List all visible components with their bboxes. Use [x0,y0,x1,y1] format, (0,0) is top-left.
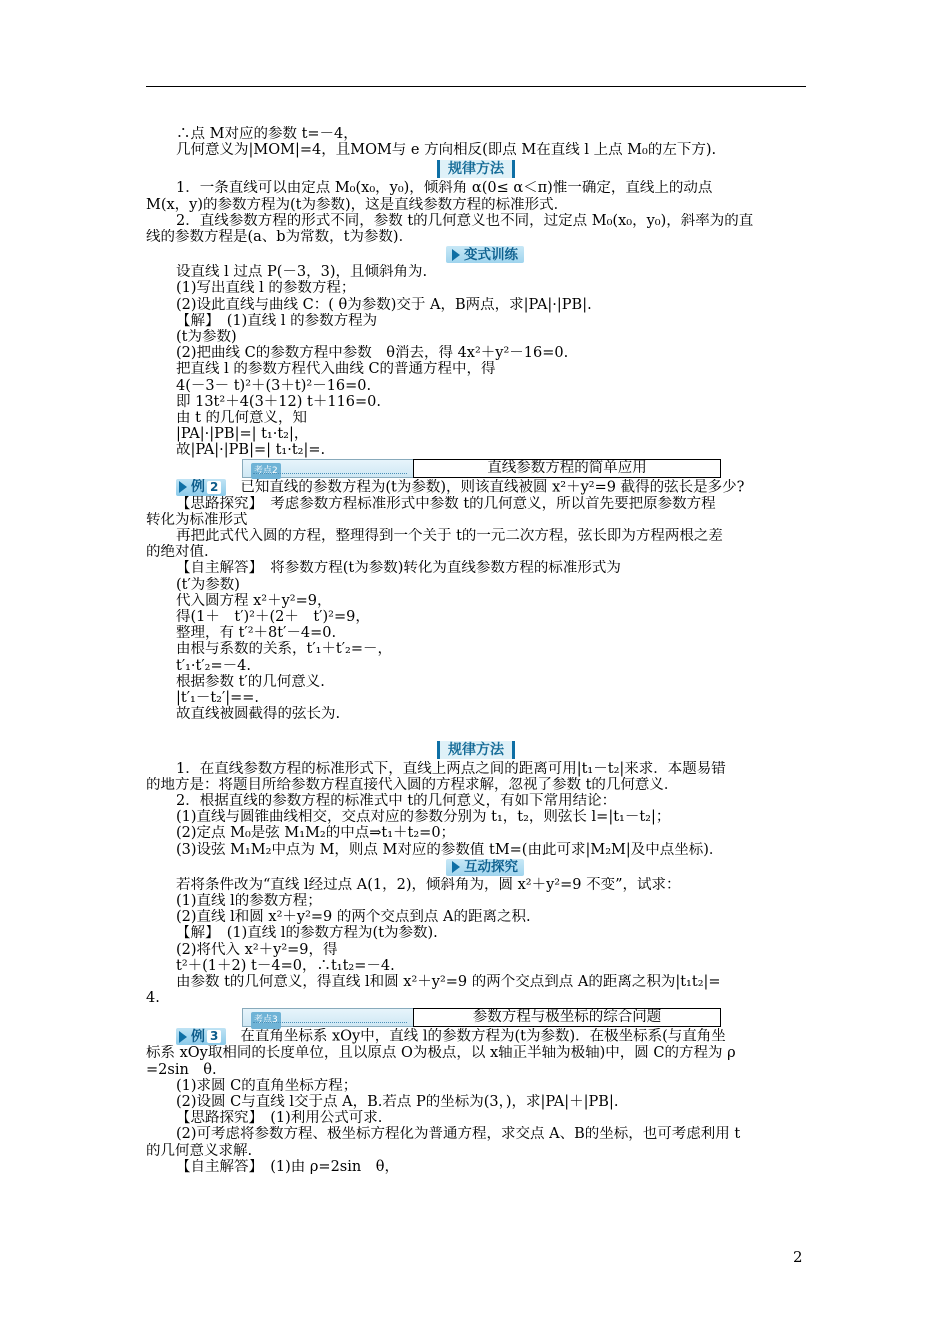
section-header-3 [242,1008,806,1027]
text-line: (1)写出直线 l 的参数方程； [176,280,356,297]
text-line: =2sin θ. [146,1061,217,1078]
text-line: 代入圆方程 x²＋y²=9， [176,592,332,609]
text-line: 整理，有 t′²＋8t′－4=0. [176,625,337,642]
text-line: 若将条件改为“直线 l经过点 A(1，2)，倾斜角为，圆 x²＋y²=9 不变”，试求： [176,876,681,893]
variant-tag [146,245,806,264]
text-line: 的几何意义求解. [146,1142,253,1159]
text-line: (2)把曲线 C的参数方程中参数 θ消去，得 4x²＋y²－16=0. [176,345,569,362]
rules-banner-1 [146,158,806,180]
text-line: 由根与系数的关系，t′₁＋t′₂=－， [176,641,393,658]
page-number: 2 [793,1248,803,1266]
play-icon [452,249,460,261]
header-rule [146,86,806,87]
section-tab [242,1008,413,1027]
rules-banner-label: 规律方法 [437,741,515,759]
text-line: |t′₁－t₂′|==. [176,690,260,707]
text-line: 由 t 的几何意义，知 [176,410,308,427]
text-line: 1．一条直线可以由定点 M₀(x₀，y₀)，倾斜角 α(0≤ α＜π)惟一确定，直线上的动点 [176,180,713,197]
example-2-question: 例 2 已知直线的参数方程为(t为参数)，则该直线被圆 x²＋y²=9 截得的弦长是多少? [146,479,806,496]
text-line: (t′为参数) [176,576,240,593]
text-line: 的地方是：将题目所给参数方程直接代入圆的方程求解，忽视了参数 t的几何意义． [146,776,679,793]
text-line: 再把此式代入圆的方程，整理得到一个关于 t的一元二次方程，弦长即为方程两根之差 [176,528,723,545]
explore-tag [146,858,806,877]
rules-banner-2 [146,739,806,761]
text-line: 【解】 (1)直线 l 的参数方程为 [176,312,378,329]
text-line: 根据参数 t′的几何意义. [176,673,325,690]
section-title: 参数方程与极坐标的综合问题 [413,1008,721,1027]
text-line: 1．在直线参数方程的标准形式下，直线上两点之间的距离可用|t₁－t₂|来求．本题易错 [176,760,726,777]
text-line: 标系 xOy取相同的长度单位，且以原点 O为极点，以 x轴正半轴为极轴)中，圆 C的方程为 ρ [146,1045,736,1062]
text-line: 线的参数方程是(a、b为常数，t为参数)． [146,229,414,246]
text-line: 转化为标准形式 [146,511,248,528]
dotted-arrow [253,1022,407,1023]
text-line: (1)直线与圆锥曲线相交，交点对应的参数分别为 t₁，t₂，则弦长 l=|t₁－t₂|； [176,809,671,826]
text-line: 4(－3－ t)²＋(3＋t)²－16=0. [176,377,372,394]
text-line: (1)求圆 C的直角坐标方程； [176,1077,358,1094]
text-line: 由参数 t的几何意义，得直线 l和圆 x²＋y²=9 的两个交点到点 A的距离之积为|t₁t₂|= [176,973,721,990]
variant-tag-label: 变式训练 [446,246,524,263]
section-tab-label: 考点3 [251,1012,281,1028]
text-line: 2．根据直线的参数方程的标准式中 t的几何意义，有如下常用结论： [176,792,617,809]
text-line: 【解】 (1)直线 l的参数方程为(t为参数). [176,925,438,942]
text-line: |PA|·|PB|=| t₁·t₂|， [176,426,309,443]
section-tab [242,459,413,478]
text-line: 【思路探究】 (1)利用公式可求. [176,1110,383,1127]
text-line: 【自主解答】 (1)由 ρ=2sin θ， [176,1158,399,1175]
text-line: 把直线 l 的参数方程代入曲线 C的普通方程中，得 [176,361,496,378]
page-content [146,126,806,1175]
text-line: (2)可考虑将参数方程、极坐标方程化为普通方程，求交点 A、B的坐标，也可考虑利用 t [176,1126,741,1143]
dotted-arrow [253,473,407,474]
section-header-2 [242,459,806,478]
text-line: 【自主解答】 将参数方程(t为参数)转化为直线参数方程的标准形式为 [176,560,621,577]
play-icon [179,481,187,493]
text-line: (3)设弦 M₁M₂中点为 M，则点 M对应的参数值 tM=(由此可求|M₂M|及中点坐标)． [176,841,724,858]
section-tab-label: 考点2 [251,463,281,479]
example-badge: 例 3 [176,1028,226,1045]
text-line: (t为参数) [176,329,237,346]
text-line: (2)设圆 C与直线 l交于点 A，B.若点 P的坐标为(3，)，求|PA|＋|PB|. [176,1093,619,1110]
text-line: (2)将代入 x²＋y²=9，得 [176,941,338,958]
explore-tag-label: 互动探究 [446,859,524,876]
text-line: 【思路探究】 考虑参数方程标准形式中参数 t的几何意义，所以首先要把原参数方程 [176,495,716,512]
play-icon [179,1031,187,1043]
text-line: 故直线被圆截得的弦长为. [176,706,341,723]
example-3-question: 例 3 在直角坐标系 xOy中，直线 l的参数方程为(t为参数)．在极坐标系(与直角坐 [146,1028,806,1045]
section-title: 直线参数方程的简单应用 [413,459,721,478]
text-line: 故|PA|·|PB|=| t₁·t₂|=. [176,442,326,459]
text-line: (2)定点 M₀是弦 M₁M₂的中点⇒t₁＋t₂=0； [176,825,456,842]
text-line: 2．直线参数方程的形式不同，参数 t的几何意义也不同，过定点 M₀(x₀，y₀)，斜率为的直 [176,212,754,229]
text-line: 即 13t²＋4(3＋12) t＋116=0. [176,393,382,410]
text-line: 4. [146,990,160,1007]
play-icon [452,861,460,873]
text-line: (1)直线 l的参数方程； [176,892,322,909]
text-line: (2)直线 l和圆 x²＋y²=9 的两个交点到点 A的距离之积. [176,909,531,926]
text-line: 几何意义为|MOM|=4，且MOM与 e 方向相反(即点 M在直线 l 上点 M₀的左下方). [176,142,717,159]
text-line: ∴点 M对应的参数 t=－4， [176,126,358,142]
example-badge: 例 2 [176,479,226,496]
text-line: t²＋(1＋2) t－4=0，∴t₁t₂=－4. [176,957,395,974]
text-line: 设直线 l 过点 P(－3，3)，且倾斜角为. [176,264,428,281]
text-line: 的绝对值. [146,544,209,561]
text-line: 得(1＋ t′)²＋(2＋ t′)²=9， [176,609,370,626]
text-line: t′₁·t′₂=－4. [176,657,251,674]
text-line: (2)设此直线与曲线 C：( θ为参数)交于 A，B两点，求|PA|·|PB|. [176,296,592,313]
rules-banner-label: 规律方法 [437,160,515,178]
text-line: M(x，y)的参数方程为(t为参数)，这是直线参数方程的标准形式． [146,196,569,213]
